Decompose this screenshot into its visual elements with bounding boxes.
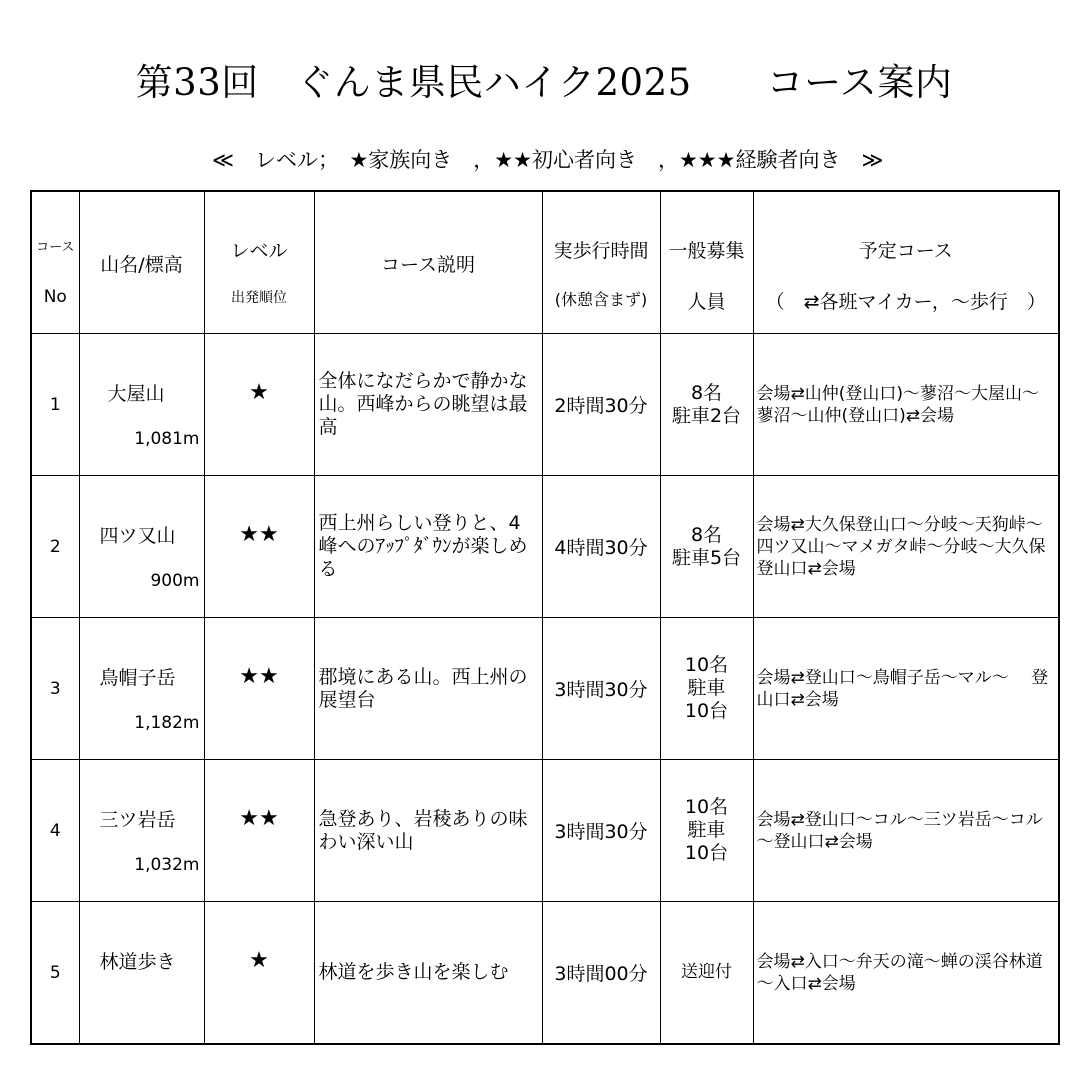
- table-header-row: [31, 191, 1059, 334]
- table-row: [31, 476, 1059, 618]
- recruit-cell: 8名 駐車5台: [660, 476, 753, 618]
- planned-route: 会場⇄大久保登山口～分岐～天狗峠～四ツ又山～マメガタ峠～分岐～大久保登山口⇄会場: [753, 476, 1059, 618]
- level-stars: ★: [204, 902, 314, 1045]
- course-description: 全体になだらかで静かな山。西峰からの眺望は最高: [314, 334, 542, 476]
- table-row: [31, 334, 1059, 476]
- course-description: 郡境にある山。西上州の展望台: [314, 618, 542, 760]
- mountain-elevation: 1,182m: [134, 713, 200, 733]
- recruit-cell: 送迎付: [660, 902, 753, 1045]
- level-stars: ★: [204, 334, 314, 476]
- page-title: 第33回 ぐんま県民ハイク2025 コース案内: [135, 61, 953, 104]
- level-stars: ★★: [204, 760, 314, 902]
- course-no: 4: [31, 760, 79, 902]
- walking-time: 3時間30分: [542, 618, 660, 760]
- mountain-cell: [79, 334, 204, 476]
- level-legend: ≪ レベル； ★家族向き ，★★初心者向き ，★★★経験者向き ≫: [212, 148, 884, 172]
- recruit-cell: 8名 駐車2台: [660, 334, 753, 476]
- mountain-elevation: 900m: [150, 571, 200, 591]
- course-description: 急登あり、岩稜ありの味わい深い山: [314, 760, 542, 902]
- course-no: 1: [31, 334, 79, 476]
- header-recruit: 一般募集 人員: [660, 191, 753, 334]
- planned-route: 会場⇄登山口～コル～三ツ岩岳～コル～登山口⇄会場: [753, 760, 1059, 902]
- recruit-cell: 10名 駐車 10台: [660, 618, 753, 760]
- planned-route: 会場⇄入口～弁天の滝～蝉の渓谷林道～入口⇄会場: [753, 902, 1059, 1045]
- walking-time: 2時間30分: [542, 334, 660, 476]
- mountain-name: 林道歩き: [99, 951, 176, 973]
- header-route: 予定コース （ ⇄各班マイカー，～歩行 ）: [753, 191, 1059, 334]
- table-row: [31, 760, 1059, 902]
- header-description: コース説明: [314, 191, 542, 334]
- course-description: 林道を歩き山を楽しむ: [314, 902, 542, 1045]
- course-description: 西上州らしい登りと、4峰へのｱｯﾌﾟﾀﾞｳﾝが楽しめる: [314, 476, 542, 618]
- header-level: レベル 出発順位: [204, 191, 314, 334]
- mountain-cell: [79, 618, 204, 760]
- level-stars: ★★: [204, 476, 314, 618]
- mountain-name: 三ツ岩岳: [99, 809, 176, 831]
- mountain-name: 鳥帽子岳: [99, 667, 176, 689]
- walking-time: 4時間30分: [542, 476, 660, 618]
- mountain-cell: [79, 476, 204, 618]
- header-mountain: 山名/標高: [79, 191, 204, 334]
- table-row: [31, 618, 1059, 760]
- header-course-no: コース No: [31, 191, 79, 334]
- course-no: 5: [31, 902, 79, 1045]
- mountain-name: 大屋山: [107, 383, 165, 405]
- mountain-name: 四ツ又山: [99, 525, 176, 547]
- mountain-elevation: 1,081m: [134, 429, 200, 449]
- mountain-cell: [79, 760, 204, 902]
- mountain-elevation: 1,032m: [134, 855, 200, 875]
- course-table: [30, 190, 1060, 1045]
- level-stars: ★★: [204, 618, 314, 760]
- course-no: 3: [31, 618, 79, 760]
- planned-route: 会場⇄登山口～鳥帽子岳～マル～ 登山口⇄会場: [753, 618, 1059, 760]
- walking-time: 3時間00分: [542, 902, 660, 1045]
- course-no: 2: [31, 476, 79, 618]
- table-row: [31, 902, 1059, 1045]
- recruit-cell: 10名 駐車 10台: [660, 760, 753, 902]
- planned-route: 会場⇄山仲(登山口)～蓼沼～大屋山～蓼沼～山仲(登山口)⇄会場: [753, 334, 1059, 476]
- mountain-cell: [79, 902, 204, 1045]
- walking-time: 3時間30分: [542, 760, 660, 902]
- header-time: 実歩行時間 (休憩含まず): [542, 191, 660, 334]
